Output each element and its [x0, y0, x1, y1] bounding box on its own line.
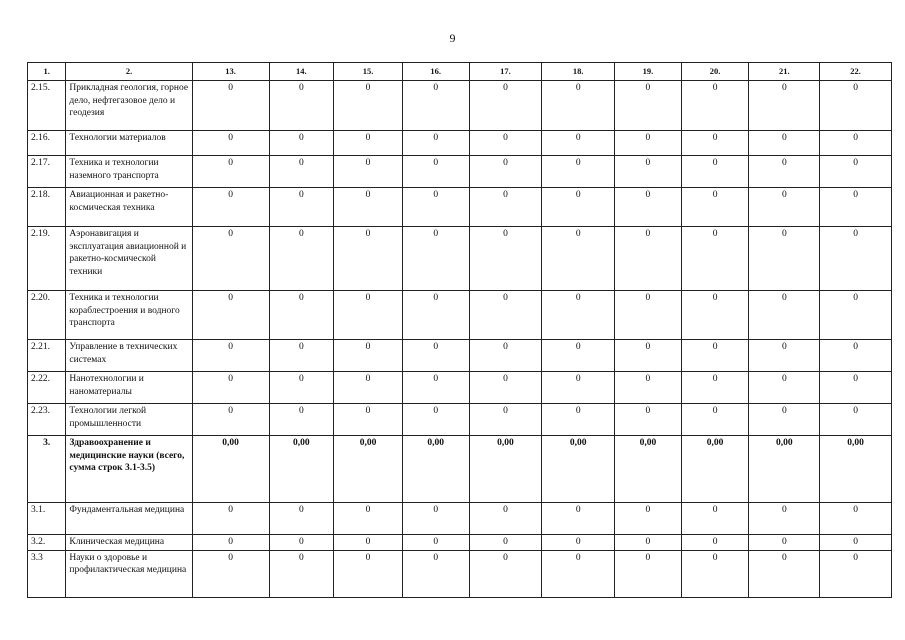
row-number: 2.21.: [28, 340, 66, 372]
cell-value: 0: [334, 404, 403, 436]
cell-value: 0: [269, 131, 334, 156]
cell-value: 0,00: [681, 436, 749, 503]
cell-value: 0: [749, 535, 820, 551]
cell-value: 0,00: [615, 436, 682, 503]
cell-value: 0: [402, 291, 469, 340]
cell-value: 0: [749, 550, 820, 597]
column-header: 21.: [749, 63, 820, 81]
cell-value: 0: [542, 156, 615, 188]
cell-value: 0: [615, 81, 682, 131]
cell-value: 0: [334, 291, 403, 340]
table-row: [28, 81, 892, 131]
cell-value: 0: [820, 340, 892, 372]
cell-value: 0: [542, 503, 615, 535]
cell-value: 0,00: [192, 436, 269, 503]
cell-value: 0: [334, 503, 403, 535]
row-number: 3.3: [28, 550, 66, 597]
table-body: [28, 81, 892, 598]
row-number: 3.: [28, 436, 66, 503]
cell-value: 0: [469, 550, 542, 597]
cell-value: 0: [615, 188, 682, 227]
cell-value: 0: [334, 550, 403, 597]
cell-value: 0: [469, 404, 542, 436]
cell-value: 0: [749, 340, 820, 372]
page-number: 9: [449, 31, 456, 45]
cell-value: 0: [820, 81, 892, 131]
cell-value: 0: [820, 227, 892, 291]
cell-value: 0: [334, 188, 403, 227]
table-row: [28, 550, 892, 597]
cell-value: 0: [469, 503, 542, 535]
table-row: [28, 188, 892, 227]
cell-value: 0: [542, 291, 615, 340]
cell-value: 0,00: [269, 436, 334, 503]
row-number: 2.17.: [28, 156, 66, 188]
cell-value: 0: [469, 372, 542, 404]
cell-value: 0: [542, 535, 615, 551]
table-row: [28, 156, 892, 188]
cell-value: 0: [681, 81, 749, 131]
cell-value: 0: [402, 156, 469, 188]
cell-value: 0: [749, 372, 820, 404]
cell-value: 0: [334, 131, 403, 156]
column-header: 16.: [402, 63, 469, 81]
cell-value: 0: [820, 372, 892, 404]
row-name: Здравоохранение и медицинские науки (всего, сумма строк 3.1-3.5): [66, 436, 192, 503]
cell-value: 0: [820, 156, 892, 188]
cell-value: 0: [334, 340, 403, 372]
cell-value: 0: [269, 156, 334, 188]
cell-value: 0: [681, 503, 749, 535]
cell-value: 0: [192, 291, 269, 340]
cell-value: 0: [192, 550, 269, 597]
table-row: [28, 131, 892, 156]
cell-value: 0: [615, 131, 682, 156]
cell-value: 0: [749, 156, 820, 188]
header-row: [28, 63, 892, 81]
cell-value: 0: [192, 404, 269, 436]
table-row: [28, 503, 892, 535]
cell-value: 0: [820, 503, 892, 535]
cell-value: 0: [542, 188, 615, 227]
cell-value: 0: [192, 227, 269, 291]
cell-value: 0,00: [334, 436, 403, 503]
cell-value: 0: [615, 503, 682, 535]
cell-value: 0: [749, 503, 820, 535]
cell-value: 0: [469, 131, 542, 156]
column-header: 1.: [28, 63, 66, 81]
cell-value: 0: [469, 81, 542, 131]
cell-value: 0: [334, 81, 403, 131]
table-row: [28, 535, 892, 551]
row-name: Авиационная и ракетно-космическая техника: [66, 188, 192, 227]
cell-value: 0: [681, 340, 749, 372]
cell-value: 0: [192, 156, 269, 188]
cell-value: 0: [681, 188, 749, 227]
cell-value: 0: [469, 227, 542, 291]
column-header: 19.: [615, 63, 682, 81]
cell-value: 0: [269, 404, 334, 436]
table-row: [28, 291, 892, 340]
table-row: [28, 372, 892, 404]
cell-value: 0: [469, 188, 542, 227]
cell-value: 0: [615, 535, 682, 551]
row-name: Технологии материалов: [66, 131, 192, 156]
cell-value: 0: [192, 535, 269, 551]
cell-value: 0: [334, 156, 403, 188]
cell-value: 0: [749, 131, 820, 156]
cell-value: 0: [542, 372, 615, 404]
cell-value: 0: [402, 188, 469, 227]
table-row: [28, 404, 892, 436]
row-name: Прикладная геология, горное дело, нефтегазовое дело и геодезия: [66, 81, 192, 131]
cell-value: 0: [402, 131, 469, 156]
cell-value: 0: [820, 550, 892, 597]
cell-value: 0: [269, 188, 334, 227]
cell-value: 0: [615, 404, 682, 436]
cell-value: 0,00: [820, 436, 892, 503]
cell-value: 0: [192, 503, 269, 535]
cell-value: 0: [542, 550, 615, 597]
row-name: Технологии легкой промышленности: [66, 404, 192, 436]
row-number: 3.2.: [28, 535, 66, 551]
cell-value: 0: [542, 81, 615, 131]
cell-value: 0: [820, 535, 892, 551]
cell-value: 0: [192, 372, 269, 404]
cell-value: 0: [402, 503, 469, 535]
row-name: Фундаментальная медицина: [66, 503, 192, 535]
row-number: 3.1.: [28, 503, 66, 535]
cell-value: 0: [542, 131, 615, 156]
cell-value: 0: [469, 156, 542, 188]
cell-value: 0: [615, 227, 682, 291]
cell-value: 0: [681, 156, 749, 188]
cell-value: 0: [681, 535, 749, 551]
column-header: 22.: [820, 63, 892, 81]
column-header: 14.: [269, 63, 334, 81]
row-number: 2.23.: [28, 404, 66, 436]
cell-value: 0: [615, 372, 682, 404]
column-header: 20.: [681, 63, 749, 81]
column-header: 17.: [469, 63, 542, 81]
cell-value: 0: [681, 291, 749, 340]
cell-value: 0: [469, 291, 542, 340]
cell-value: 0,00: [749, 436, 820, 503]
cell-value: 0: [192, 188, 269, 227]
cell-value: 0: [269, 535, 334, 551]
cell-value: 0: [749, 188, 820, 227]
row-name: Техника и технологии кораблестроения и водного транспорта: [66, 291, 192, 340]
row-name: Науки о здоровье и профилактическая медицина: [66, 550, 192, 597]
cell-value: 0,00: [542, 436, 615, 503]
cell-value: 0: [749, 227, 820, 291]
cell-value: 0: [820, 291, 892, 340]
cell-value: 0: [820, 188, 892, 227]
cell-value: 0: [681, 227, 749, 291]
table-row: [28, 340, 892, 372]
cell-value: 0: [269, 503, 334, 535]
cell-value: 0: [402, 535, 469, 551]
cell-value: 0: [681, 404, 749, 436]
cell-value: 0: [402, 404, 469, 436]
row-name: Техника и технологии наземного транспорта: [66, 156, 192, 188]
cell-value: 0: [402, 372, 469, 404]
cell-value: 0: [615, 340, 682, 372]
cell-value: 0: [402, 81, 469, 131]
cell-value: 0: [469, 535, 542, 551]
row-number: 2.15.: [28, 81, 66, 131]
cell-value: 0: [749, 81, 820, 131]
cell-value: 0: [542, 227, 615, 291]
row-number: 2.18.: [28, 188, 66, 227]
cell-value: 0: [269, 227, 334, 291]
cell-value: 0: [681, 550, 749, 597]
cell-value: 0: [269, 372, 334, 404]
column-header: 2.: [66, 63, 192, 81]
cell-value: 0: [402, 550, 469, 597]
column-header: 15.: [334, 63, 403, 81]
cell-value: 0: [269, 340, 334, 372]
cell-value: 0: [749, 291, 820, 340]
cell-value: 0: [334, 535, 403, 551]
row-number: 2.22.: [28, 372, 66, 404]
cell-value: 0: [615, 550, 682, 597]
cell-value: 0,00: [402, 436, 469, 503]
column-header: 13.: [192, 63, 269, 81]
cell-value: 0: [402, 227, 469, 291]
cell-value: 0: [820, 404, 892, 436]
cell-value: 0: [192, 340, 269, 372]
cell-value: 0: [192, 81, 269, 131]
row-number: 2.16.: [28, 131, 66, 156]
row-name: Управление в технических системах: [66, 340, 192, 372]
cell-value: 0: [192, 131, 269, 156]
cell-value: 0: [334, 227, 403, 291]
cell-value: 0,00: [469, 436, 542, 503]
cell-value: 0: [469, 340, 542, 372]
cell-value: 0: [615, 291, 682, 340]
cell-value: 0: [542, 404, 615, 436]
row-name: Клиническая медицина: [66, 535, 192, 551]
cell-value: 0: [269, 81, 334, 131]
cell-value: 0: [542, 340, 615, 372]
row-number: 2.19.: [28, 227, 66, 291]
cell-value: 0: [749, 404, 820, 436]
cell-value: 0: [402, 340, 469, 372]
cell-value: 0: [681, 131, 749, 156]
data-table: [27, 62, 892, 598]
row-name: Аэронавигация и эксплуатация авиационной и ракетно-космической техники: [66, 227, 192, 291]
cell-value: 0: [269, 550, 334, 597]
cell-value: 0: [269, 291, 334, 340]
cell-value: 0: [334, 372, 403, 404]
row-number: 2.20.: [28, 291, 66, 340]
column-header: 18.: [542, 63, 615, 81]
row-name: Нанотехнологии и наноматериалы: [66, 372, 192, 404]
table-row: [28, 227, 892, 291]
cell-value: 0: [681, 372, 749, 404]
cell-value: 0: [820, 131, 892, 156]
cell-value: 0: [615, 156, 682, 188]
table-row: [28, 436, 892, 503]
